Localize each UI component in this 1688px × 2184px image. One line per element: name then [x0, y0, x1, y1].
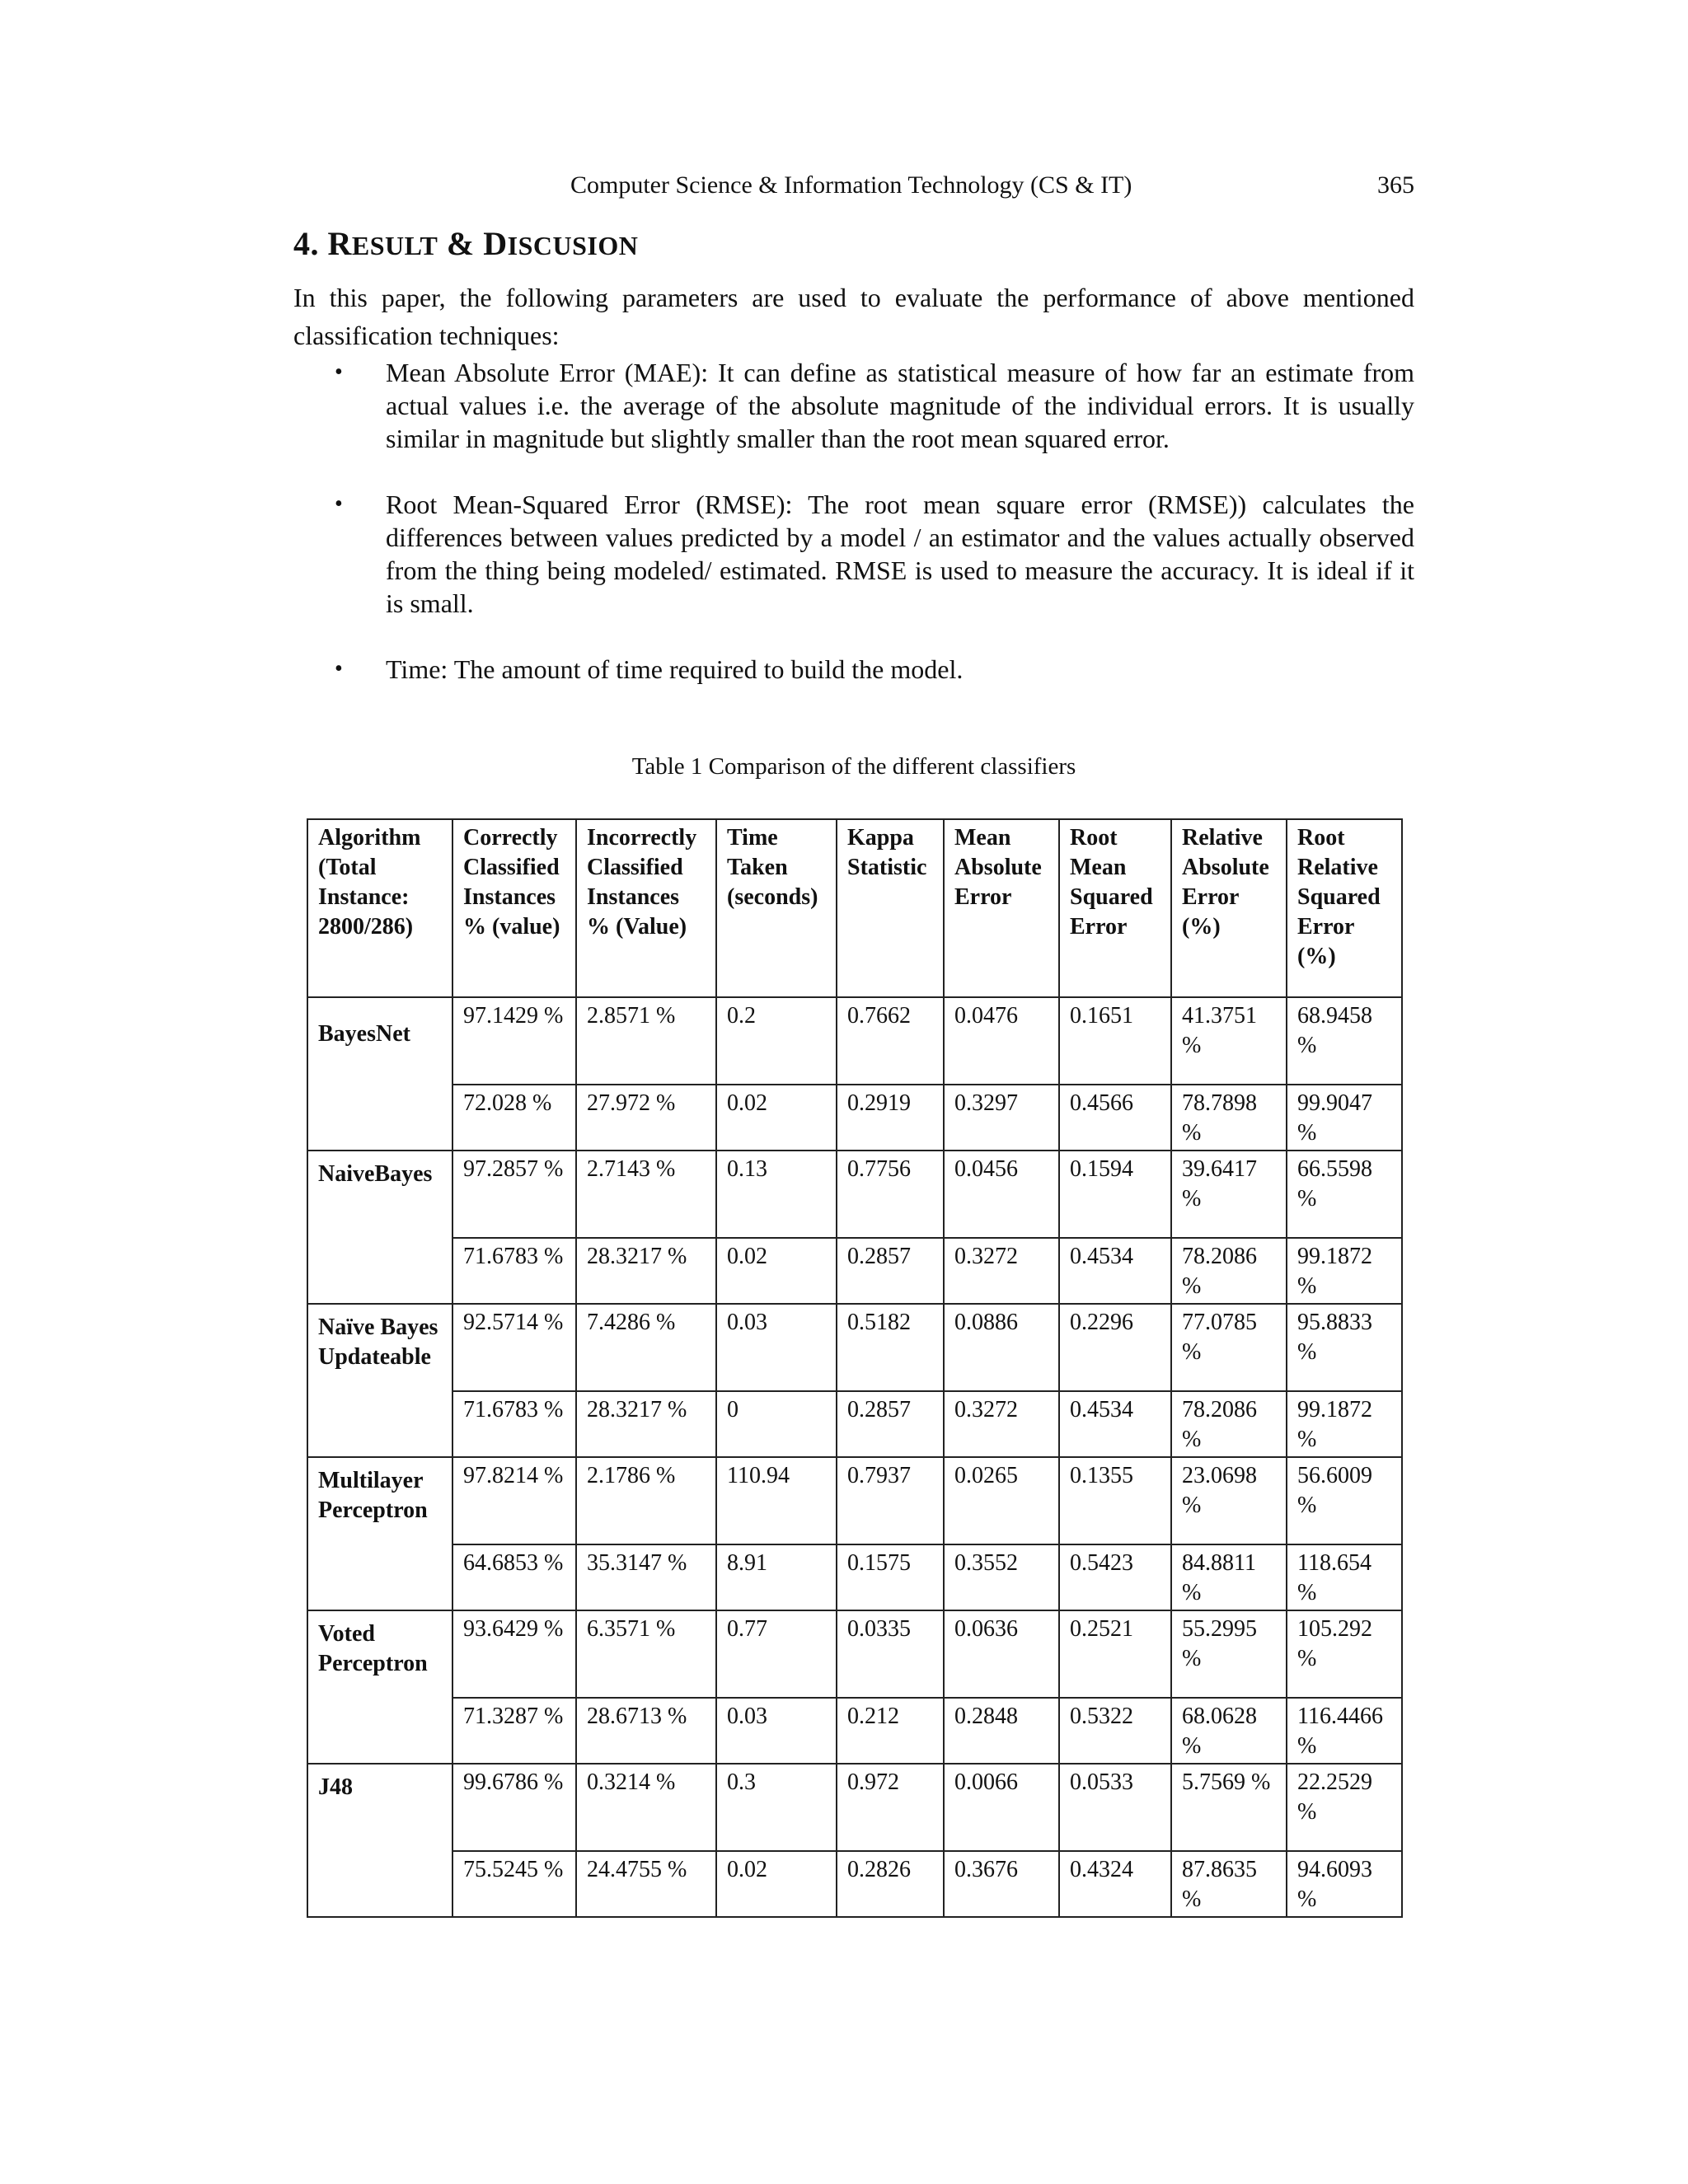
algorithm-name: Multilayer Perceptron: [307, 1457, 452, 1610]
table-cell: 0.0265: [944, 1457, 1059, 1544]
table-cell: 35.3147 %: [576, 1544, 716, 1610]
bullet-text: Root Mean-Squared Error (RMSE): The root mean square error (RMSE)) calculates the differences between values predicted by a model / an estimator and the values actually observed from the thing being modeled/ estimated. RMSE is used to measure the accuracy. It is ideal if it is small.: [386, 490, 1414, 618]
table-cell: 0.4324: [1059, 1851, 1171, 1917]
table-cell: 5.7569 %: [1171, 1764, 1287, 1851]
column-header: Time Taken (seconds): [716, 819, 837, 997]
table-cell: 93.6429 %: [452, 1610, 576, 1698]
table-cell: 0.2: [716, 997, 837, 1085]
table-cell: 28.3217 %: [576, 1391, 716, 1457]
table-cell: 118.654 %: [1287, 1544, 1402, 1610]
table-cell: 0.2296: [1059, 1304, 1171, 1391]
table-cell: 0.0476: [944, 997, 1059, 1085]
table-cell: 68.0628 %: [1171, 1698, 1287, 1764]
table-row: [307, 1304, 1402, 1391]
table-cell: 105.292 %: [1287, 1610, 1402, 1698]
table-row: [307, 1544, 1402, 1610]
table-cell: 97.1429 %: [452, 997, 576, 1085]
table-row: [307, 1238, 1402, 1304]
section-number: 4.: [293, 225, 328, 262]
running-header: [293, 171, 1414, 208]
table-cell: 0.3676: [944, 1851, 1059, 1917]
table-cell: 77.0785 %: [1171, 1304, 1287, 1391]
list-item: [293, 653, 1414, 686]
table-cell: 0.0335: [837, 1610, 944, 1698]
table-cell: 78.7898 %: [1171, 1085, 1287, 1151]
table-cell: 84.8811 %: [1171, 1544, 1287, 1610]
page-number: 365: [1377, 171, 1414, 199]
section-heading: [293, 224, 638, 263]
column-header: Algorithm (Total Instance: 2800/286): [307, 819, 452, 997]
table-cell: 0.4566: [1059, 1085, 1171, 1151]
table-cell: 24.4755 %: [576, 1851, 716, 1917]
column-header: Root Relative Squared Error (%): [1287, 819, 1402, 997]
section-title-part: ESULT: [351, 231, 438, 260]
bullet-text: Time: The amount of time required to build the model.: [386, 654, 964, 684]
table-cell: 0.7937: [837, 1457, 944, 1544]
table-cell: 97.2857 %: [452, 1151, 576, 1238]
table-cell: 0.02: [716, 1851, 837, 1917]
section-title-part: D: [483, 225, 508, 262]
algorithm-name: J48: [307, 1764, 452, 1917]
table-cell: 64.6853 %: [452, 1544, 576, 1610]
table-cell: 8.91: [716, 1544, 837, 1610]
table-cell: 68.9458 %: [1287, 997, 1402, 1085]
algorithm-name: NaiveBayes: [307, 1151, 452, 1304]
table-cell: 92.5714 %: [452, 1304, 576, 1391]
table-cell: 0.0456: [944, 1151, 1059, 1238]
table-cell: 0.7662: [837, 997, 944, 1085]
column-header: Kappa Statistic: [837, 819, 944, 997]
list-item: [293, 488, 1414, 620]
table-cell: 0.0533: [1059, 1764, 1171, 1851]
table-cell: 7.4286 %: [576, 1304, 716, 1391]
table-cell: 99.6786 %: [452, 1764, 576, 1851]
table-cell: 0.03: [716, 1698, 837, 1764]
table-row: [307, 1457, 1402, 1544]
table-cell: 22.2529 %: [1287, 1764, 1402, 1851]
table-header-row: [307, 819, 1402, 997]
table-cell: 78.2086 %: [1171, 1238, 1287, 1304]
algorithm-name: BayesNet: [307, 997, 452, 1151]
table-cell: 0.3: [716, 1764, 837, 1851]
table-cell: 0.0886: [944, 1304, 1059, 1391]
bullet-icon: •: [335, 656, 343, 682]
table-row: [307, 997, 1402, 1085]
table-cell: 66.5598 %: [1287, 1151, 1402, 1238]
table-cell: 99.1872 %: [1287, 1391, 1402, 1457]
table-cell: 0.4534: [1059, 1238, 1171, 1304]
table-cell: 0.3297: [944, 1085, 1059, 1151]
table-cell: 0.3552: [944, 1544, 1059, 1610]
table-cell: 0.212: [837, 1698, 944, 1764]
table-row: [307, 1764, 1402, 1851]
table-cell: 87.8635 %: [1171, 1851, 1287, 1917]
table-cell: 41.3751 %: [1171, 997, 1287, 1085]
table-cell: 0.4534: [1059, 1391, 1171, 1457]
table-cell: 97.8214 %: [452, 1457, 576, 1544]
table-cell: 0.5322: [1059, 1698, 1171, 1764]
bullet-icon: •: [335, 491, 343, 517]
table-cell: 0.2826: [837, 1851, 944, 1917]
table-row: [307, 1085, 1402, 1151]
table-cell: 0.13: [716, 1151, 837, 1238]
table-cell: 94.6093 %: [1287, 1851, 1402, 1917]
table-cell: 99.9047 %: [1287, 1085, 1402, 1151]
table-cell: 99.1872 %: [1287, 1238, 1402, 1304]
list-item: [293, 356, 1414, 455]
table-cell: 23.0698 %: [1171, 1457, 1287, 1544]
table-cell: 0.2848: [944, 1698, 1059, 1764]
table-cell: 0.0636: [944, 1610, 1059, 1698]
table-cell: 110.94: [716, 1457, 837, 1544]
table-body: [307, 997, 1402, 1917]
table-cell: 2.7143 %: [576, 1151, 716, 1238]
column-header: Incorrectly Classified Instances % (Value): [576, 819, 716, 997]
column-header: Relative Absolute Error (%): [1171, 819, 1287, 997]
table-cell: 0.5423: [1059, 1544, 1171, 1610]
section-title-part: &: [438, 225, 484, 262]
table-cell: 78.2086 %: [1171, 1391, 1287, 1457]
table-cell: 0.1355: [1059, 1457, 1171, 1544]
table-cell: 0: [716, 1391, 837, 1457]
table-cell: 39.6417 %: [1171, 1151, 1287, 1238]
table-cell: 0.7756: [837, 1151, 944, 1238]
classifier-comparison-table: [307, 818, 1403, 1918]
table-cell: 0.02: [716, 1238, 837, 1304]
table-cell: 0.02: [716, 1085, 837, 1151]
table-cell: 55.2995 %: [1171, 1610, 1287, 1698]
table-cell: 0.2857: [837, 1391, 944, 1457]
table-row: [307, 1851, 1402, 1917]
intro-paragraph: In this paper, the following parameters are used to evaluate the performance of above mentioned classification techniques:: [293, 283, 1414, 350]
section-title-part: ISCUSION: [507, 231, 639, 260]
column-header: Mean Absolute Error: [944, 819, 1059, 997]
table-cell: 71.3287 %: [452, 1698, 576, 1764]
bullet-text: Mean Absolute Error (MAE): It can define as statistical measure of how far an estimate from actual values i.e. the average of the absolute magnitude of the individual errors. It is usually similar in magnitude but slightly smaller than the root mean squared error.: [386, 358, 1414, 453]
table-row: [307, 1391, 1402, 1457]
journal-title: Computer Science & Information Technology (CS & IT): [570, 171, 1132, 199]
table-cell: 72.028 %: [452, 1085, 576, 1151]
table-cell: 0.3272: [944, 1391, 1059, 1457]
column-header: Correctly Classified Instances % (value): [452, 819, 576, 997]
table-cell: 27.972 %: [576, 1085, 716, 1151]
table-row: [307, 1610, 1402, 1698]
table-cell: 0.3214 %: [576, 1764, 716, 1851]
table-cell: 28.6713 %: [576, 1698, 716, 1764]
table-row: [307, 1151, 1402, 1238]
table-cell: 2.1786 %: [576, 1457, 716, 1544]
table-cell: 28.3217 %: [576, 1238, 716, 1304]
table-cell: 0.972: [837, 1764, 944, 1851]
table-cell: 71.6783 %: [452, 1238, 576, 1304]
table-cell: 0.77: [716, 1610, 837, 1698]
table-cell: 0.2919: [837, 1085, 944, 1151]
table-cell: 6.3571 %: [576, 1610, 716, 1698]
table-cell: 56.6009 %: [1287, 1457, 1402, 1544]
table-cell: 95.8833 %: [1287, 1304, 1402, 1391]
table-row: [307, 1698, 1402, 1764]
table-cell: 116.4466 %: [1287, 1698, 1402, 1764]
table-cell: 0.0066: [944, 1764, 1059, 1851]
parameter-list: [293, 356, 1414, 719]
bullet-icon: •: [335, 359, 343, 385]
table-cell: 75.5245 %: [452, 1851, 576, 1917]
table-cell: 71.6783 %: [452, 1391, 576, 1457]
column-header: Root Mean Squared Error: [1059, 819, 1171, 997]
table-cell: 0.2521: [1059, 1610, 1171, 1698]
table-cell: 2.8571 %: [576, 997, 716, 1085]
table-cell: 0.03: [716, 1304, 837, 1391]
table-cell: 0.1575: [837, 1544, 944, 1610]
table-cell: 0.1594: [1059, 1151, 1171, 1238]
table-cell: 0.3272: [944, 1238, 1059, 1304]
section-title-part: R: [327, 225, 352, 262]
table-cell: 0.2857: [837, 1238, 944, 1304]
table-cell: 0.5182: [837, 1304, 944, 1391]
table-caption: Table 1 Comparison of the different classifiers: [631, 753, 1076, 780]
table-cell: 0.1651: [1059, 997, 1171, 1085]
algorithm-name: Naïve Bayes Updateable: [307, 1304, 452, 1457]
algorithm-name: Voted Perceptron: [307, 1610, 452, 1764]
